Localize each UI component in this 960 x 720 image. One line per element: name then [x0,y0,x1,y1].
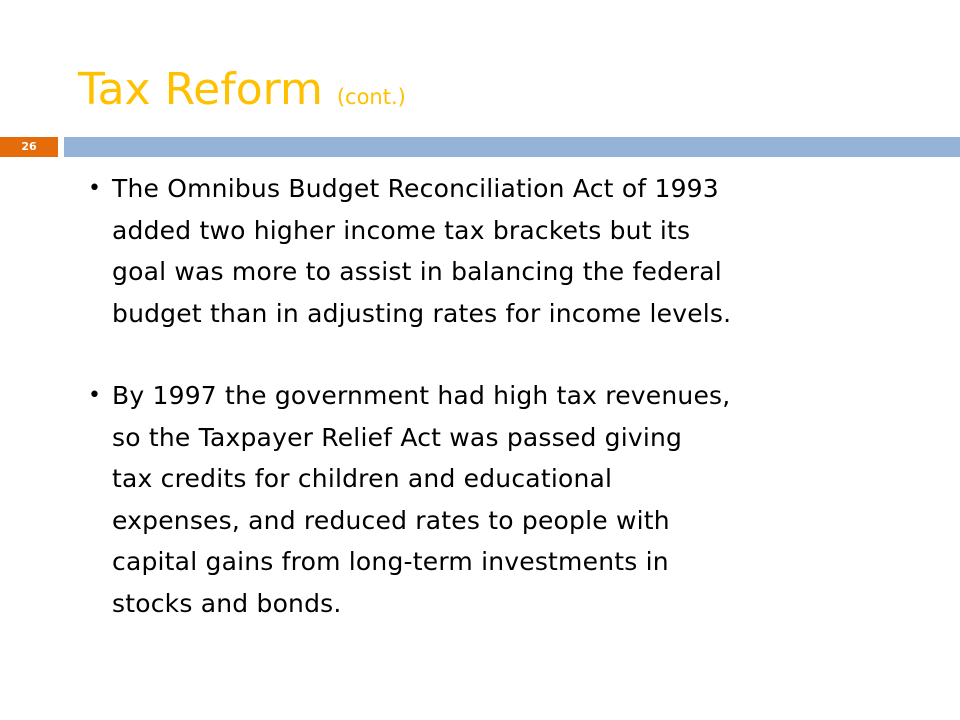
bullet-item [88,375,848,624]
bullet-dot-icon: • [88,383,102,408]
header-divider-bar [64,137,960,157]
bullet-line: By 1997 the government had high tax revenues, [112,381,731,410]
slide-content [88,168,848,624]
bullet-text [112,168,848,334]
bullet-text [112,375,848,624]
bullet-line: tax credits for children and educational [112,464,613,493]
bullet-line: added two higher income tax brackets but its [112,215,691,245]
bullet-item [88,168,848,334]
bullet-line: expenses, and reduced rates to people with [112,505,670,535]
bullet-line: stocks and bonds. [112,588,342,618]
bullet-line: budget than in adjusting rates for income levels. [112,298,732,328]
bullet-dot-icon: • [88,176,102,201]
bullet-line: goal was more to assist in balancing the federal [112,257,722,286]
bullet-line: capital gains from long-term investments in [112,547,669,576]
slide-title [78,64,406,115]
bullet-line: The Omnibus Budget Reconciliation Act of 1993 [112,174,719,203]
slide-title-sub: (cont.) [336,85,406,109]
bullet-line: so the Taxpayer Relief Act was passed giving [112,422,683,452]
slide-number: 26 [0,137,58,157]
slide-title-main: Tax Reform [78,64,323,115]
